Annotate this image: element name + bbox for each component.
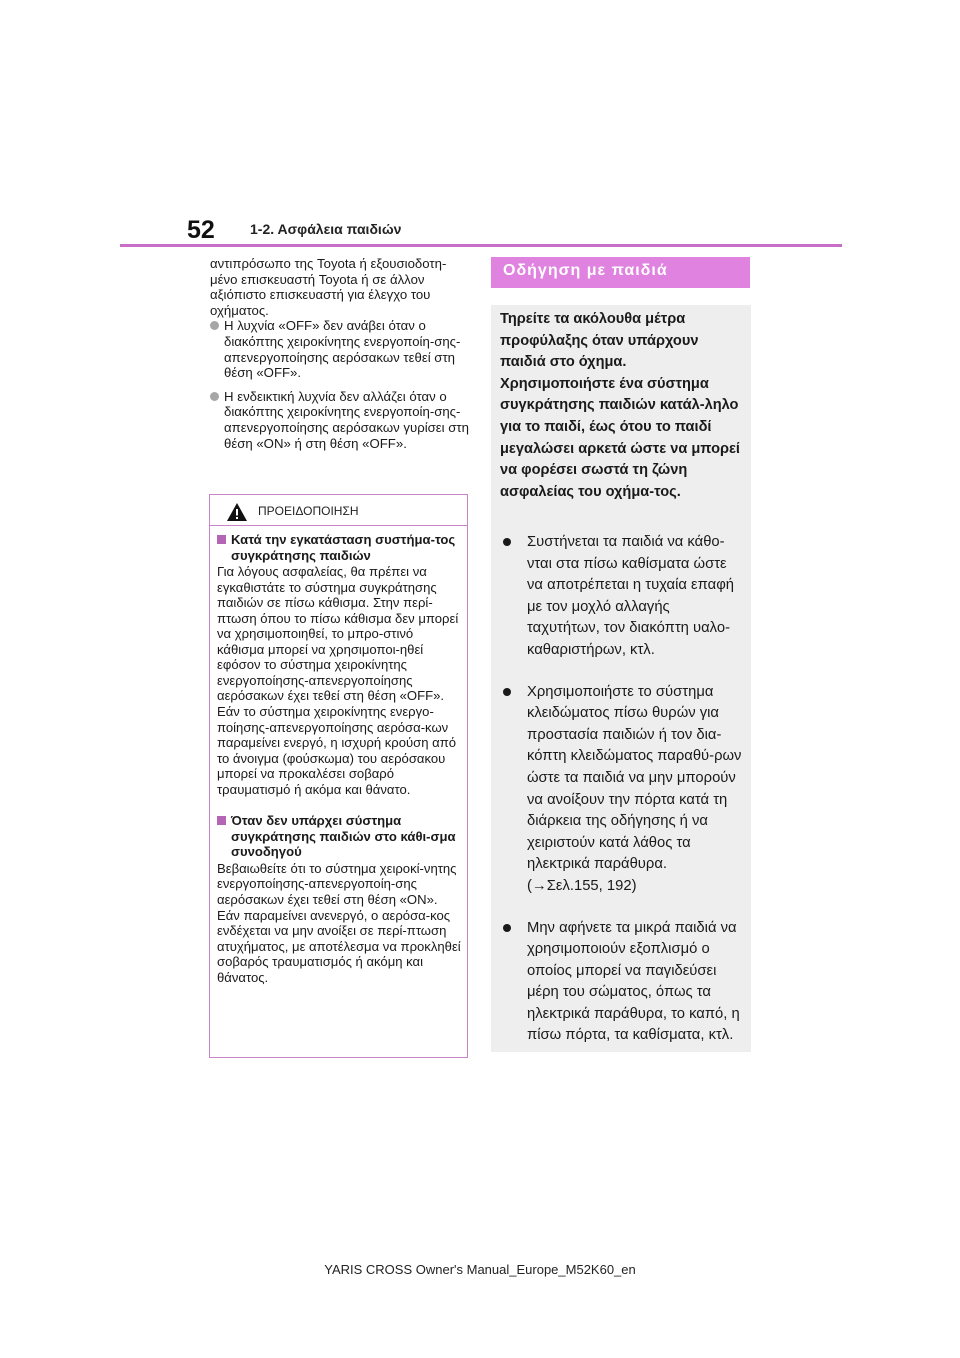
header-rule [120,244,842,247]
list-item [500,918,745,1048]
intro-paragraph: αντιπρόσωπο της Toyota ή εξουσιοδοτη-μένο επισκευαστή Toyota ή σε άλλον αξιόπιστο επισκευαστή για έλεγχο του οχήματος. [210,256,447,318]
bullet-dot-icon [503,924,511,932]
right-title: Οδήγηση με παιδιά [503,262,668,279]
bullet-dot-icon [210,321,219,330]
page-number: 52 [187,216,215,244]
warning-section-text: Για λόγους ασφαλείας, θα πρέπει να εγκαθιστάτε το σύστημα συγκράτησης παιδιών σε πίσω κάθισμα. Στην περί-πτωση όπου το πίσω κάθισμα δεν μπορεί να χρησιμοποιηθεί, το μπρο-στινό κάθισμα μπορεί να χρησιμοποι-ηθεί εφόσον το σύστημα χειροκίνητης ενεργοποίησης-απενεργοποίησης αερόσακων έχει τεθεί στη θέση «OFF». Εάν το σύστημα χειροκίνητης ενεργο-ποίησης-απενεργοποίησης αερόσα-κων παραμείνει ενεργό, η ισχυρή κρούση από το άνοιγμα (φούσκωμα) του αερόσακου μπορεί να προκαλέσει σοβαρό τραυματισμό ή ακόμα και θάνατο. [217,564,459,797]
bullet-text: Μην αφήνετε τα μικρά παιδιά να χρησιμοποιούν εξοπλισμό ο οποίος μπορεί να παγιδεύσει μέρη του σώματος, όπως τα ηλεκτρικά παράθυρα, το καπό, η πίσω πόρτα, τα καθίσματα, κτλ. [527,919,740,1044]
list-item [500,532,745,662]
bullet-dot-icon [503,538,511,546]
list-item [210,389,470,451]
bullet-text: Συστήνεται τα παιδιά να κάθο-νται στα πίσω καθίσματα ώστε να αποτρέπεται η τυχαία επαφή με τον μοχλό αλλαγής ταχυτήτων, τον διακόπτη υαλο-καθαριστήρων, κτλ. [527,534,735,658]
warning-box [209,494,468,1058]
warning-heading-text: Κατά την εγκατάσταση συστήμα-τος συγκράτησης παιδιών [231,532,456,563]
warning-title: ΠΡΟΕΙΔΟΠΟΙΗΣΗ [258,504,359,518]
right-bullet-list [500,532,745,1067]
list-item [210,318,470,380]
warning-body [210,526,467,985]
list-item [500,682,745,898]
bullet-text: Η λυχνία «OFF» δεν ανάβει όταν ο διακόπτης χειροκίνητης ενεργοποίη-σης-απενεργοποίησης αερόσακων τεθεί στη θέση «OFF». [224,318,461,381]
warning-section-heading [217,532,461,563]
warning-heading-text: Όταν δεν υπάρχει σύστημα συγκράτησης παιδιών στο κάθι-σμα συνοδηγού [231,813,456,860]
footer-text: YARIS CROSS Owner's Manual_Europe_M52K60_en [324,1262,636,1277]
right-title-bar [491,257,750,288]
bullet-dot-icon [210,392,219,401]
warning-section-text: Βεβαιωθείτε ότι το σύστημα χειροκί-νητης ενεργοποίησης-απενεργοποίη-σης αερόσακων έχει τεθεί στη θέση «ON». Εάν παραμείνει ανενεργό, ο αερόσα-κος ενδέχεται να μην ανοίξει σε περί-πτωση ατυχήματος, με αποτέλεσμα να προκληθεί σοβαρός τραυματισμός ή ακόμη και θάνατος. [217,860,461,985]
left-column [210,256,470,459]
right-box [491,305,751,1052]
bullet-text: Η ενδεικτική λυχνία δεν αλλάζει όταν ο διακόπτης χειροκίνητης ενεργοποίη-σης-απενεργοποίησης αερόσακων γυρίσει στη θέση «ON» ή στη θέση «OFF». [224,388,469,451]
bullet-text: Χρησιμοποιήστε το σύστημα κλειδώματος πίσω θυρών για προστασία παιδιών ή τον δια-κόπτη κλειδώματος παραθύ-ρων ώστε τα παιδιά να μην μπορούν να ανοίξουν την πόρτα κατά τη διάρκεια της οδήγησης ή να χειριστούν κατά λάθος τα ηλεκτρικά παράθυρα. (→Σελ.155, 192) [527,683,742,894]
square-bullet-icon [217,816,226,825]
warning-triangle-icon [226,502,248,522]
right-intro: Τηρείτε τα ακόλουθα μέτρα προφύλαξης όταν υπάρχουν παιδιά στο όχημα. Χρησιμοποιήστε ένα σύστημα συγκράτησης παιδιών κατάλ-ληλο για το παιδί, έως ότου το παιδί μεγαλώσει αρκετά ώστε να μπορεί να φορέσει σωστά τη ζώνη ασφαλείας του οχήμα-τος. [500,311,740,500]
bullet-dot-icon [503,688,511,696]
square-bullet-icon [217,535,226,544]
warning-section-heading [217,813,461,860]
section-title: 1-2. Ασφάλεια παιδιών [250,221,402,237]
warning-header [210,495,467,526]
